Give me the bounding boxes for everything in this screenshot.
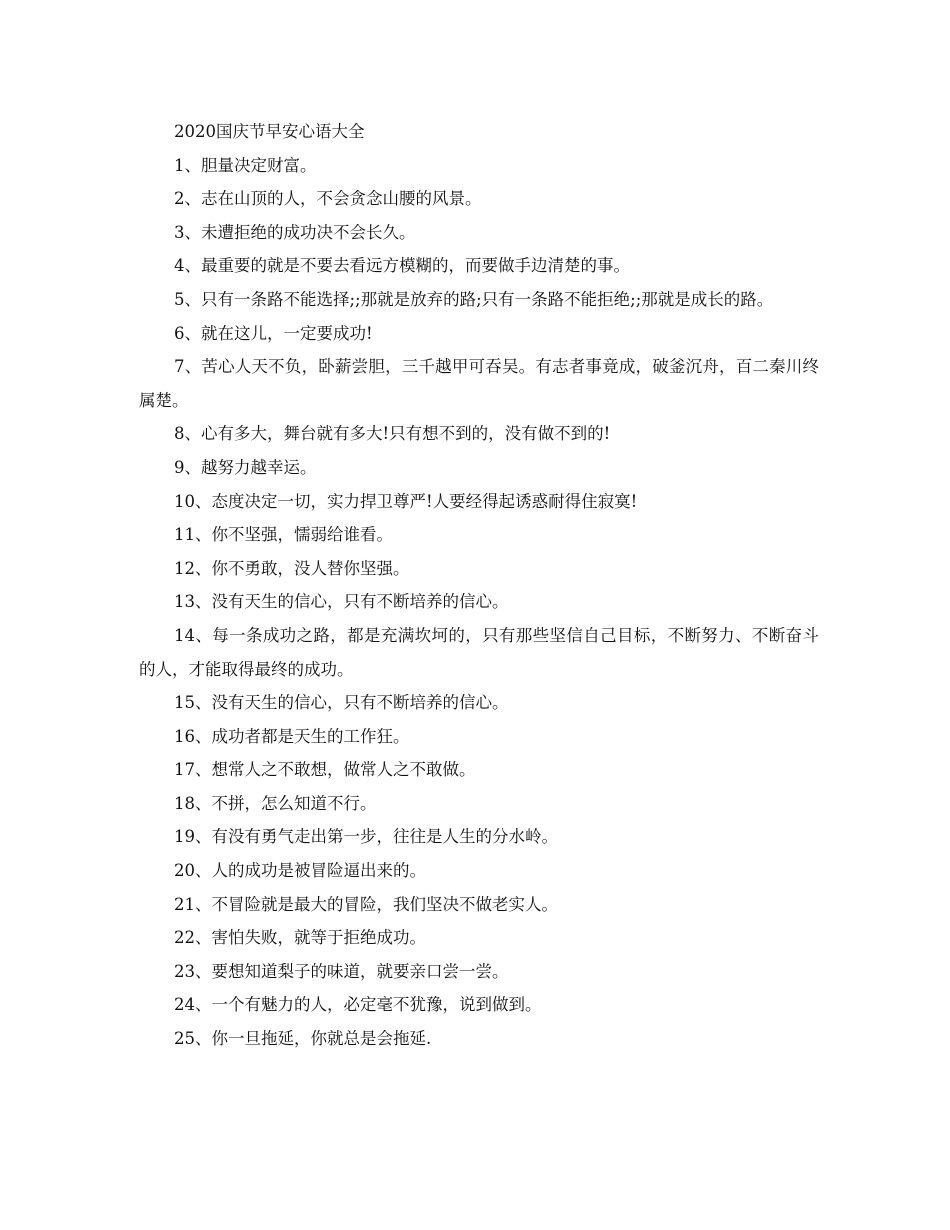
list-item: 6、就在这儿，一定要成功! [174, 323, 373, 343]
list-item: 15、没有天生的信心，只有不断培养的信心。 [174, 693, 509, 713]
list-item: 23、要想知道梨子的味道，就要亲口尝一尝。 [174, 961, 509, 981]
document-body [139, 115, 819, 1056]
list-item: 1、胆量决定财富。 [174, 155, 317, 175]
document-title: 2020国庆节早安心语大全 [174, 122, 365, 141]
list-item: 16、成功者都是天生的工作狂。 [174, 726, 410, 746]
list-item: 20、人的成功是被冒险逼出来的。 [174, 861, 426, 881]
list-item: 9、越努力越幸运。 [174, 457, 317, 477]
list-item: 10、态度决定一切，实力捍卫尊严!人要经得起诱惑耐得住寂寞! [174, 491, 638, 511]
list-item: 14、每一条成功之路，都是充满坎坷的，只有那些坚信自己目标，不断努力、不断奋斗的人，才能取得最终的成功。 [139, 625, 819, 679]
list-item: 24、一个有魅力的人，必定毫不犹豫，说到做到。 [174, 995, 542, 1015]
list-item: 18、不拼，怎么知道不行。 [174, 793, 377, 813]
list-item: 13、没有天生的信心，只有不断培养的信心。 [174, 592, 509, 612]
list-item: 21、不冒险就是最大的冒险，我们坚决不做老实人。 [174, 894, 558, 914]
list-item: 17、想常人之不敢想，做常人之不敢做。 [174, 760, 476, 780]
list-item: 25、你一旦拖延，你就总是会拖延. [174, 1029, 432, 1049]
list-item: 19、有没有勇气走出第一步，往往是人生的分水岭。 [174, 827, 558, 847]
list-item: 7、苦心人天不负，卧薪尝胆，三千越甲可吞吴。有志者事竟成，破釜沉舟，百二秦川终属楚。 [139, 357, 819, 410]
list-item: 22、害怕失败，就等于拒绝成功。 [174, 928, 426, 948]
list-item: 3、未遭拒绝的成功决不会长久。 [174, 222, 416, 242]
list-item: 8、心有多大，舞台就有多大!只有想不到的，没有做不到的! [174, 424, 611, 444]
list-item: 2、志在山顶的人，不会贪念山腰的风景。 [174, 189, 482, 209]
list-item: 12、你不勇敢，没人替你坚强。 [174, 558, 410, 578]
list-item: 11、你不坚强，懦弱给谁看。 [174, 525, 393, 545]
list-item: 5、只有一条路不能选择;;那就是放弃的路;只有一条路不能拒绝;;那就是成长的路。 [174, 289, 774, 309]
list-item: 4、最重要的就是不要去看远方模糊的，而要做手边清楚的事。 [174, 256, 630, 276]
